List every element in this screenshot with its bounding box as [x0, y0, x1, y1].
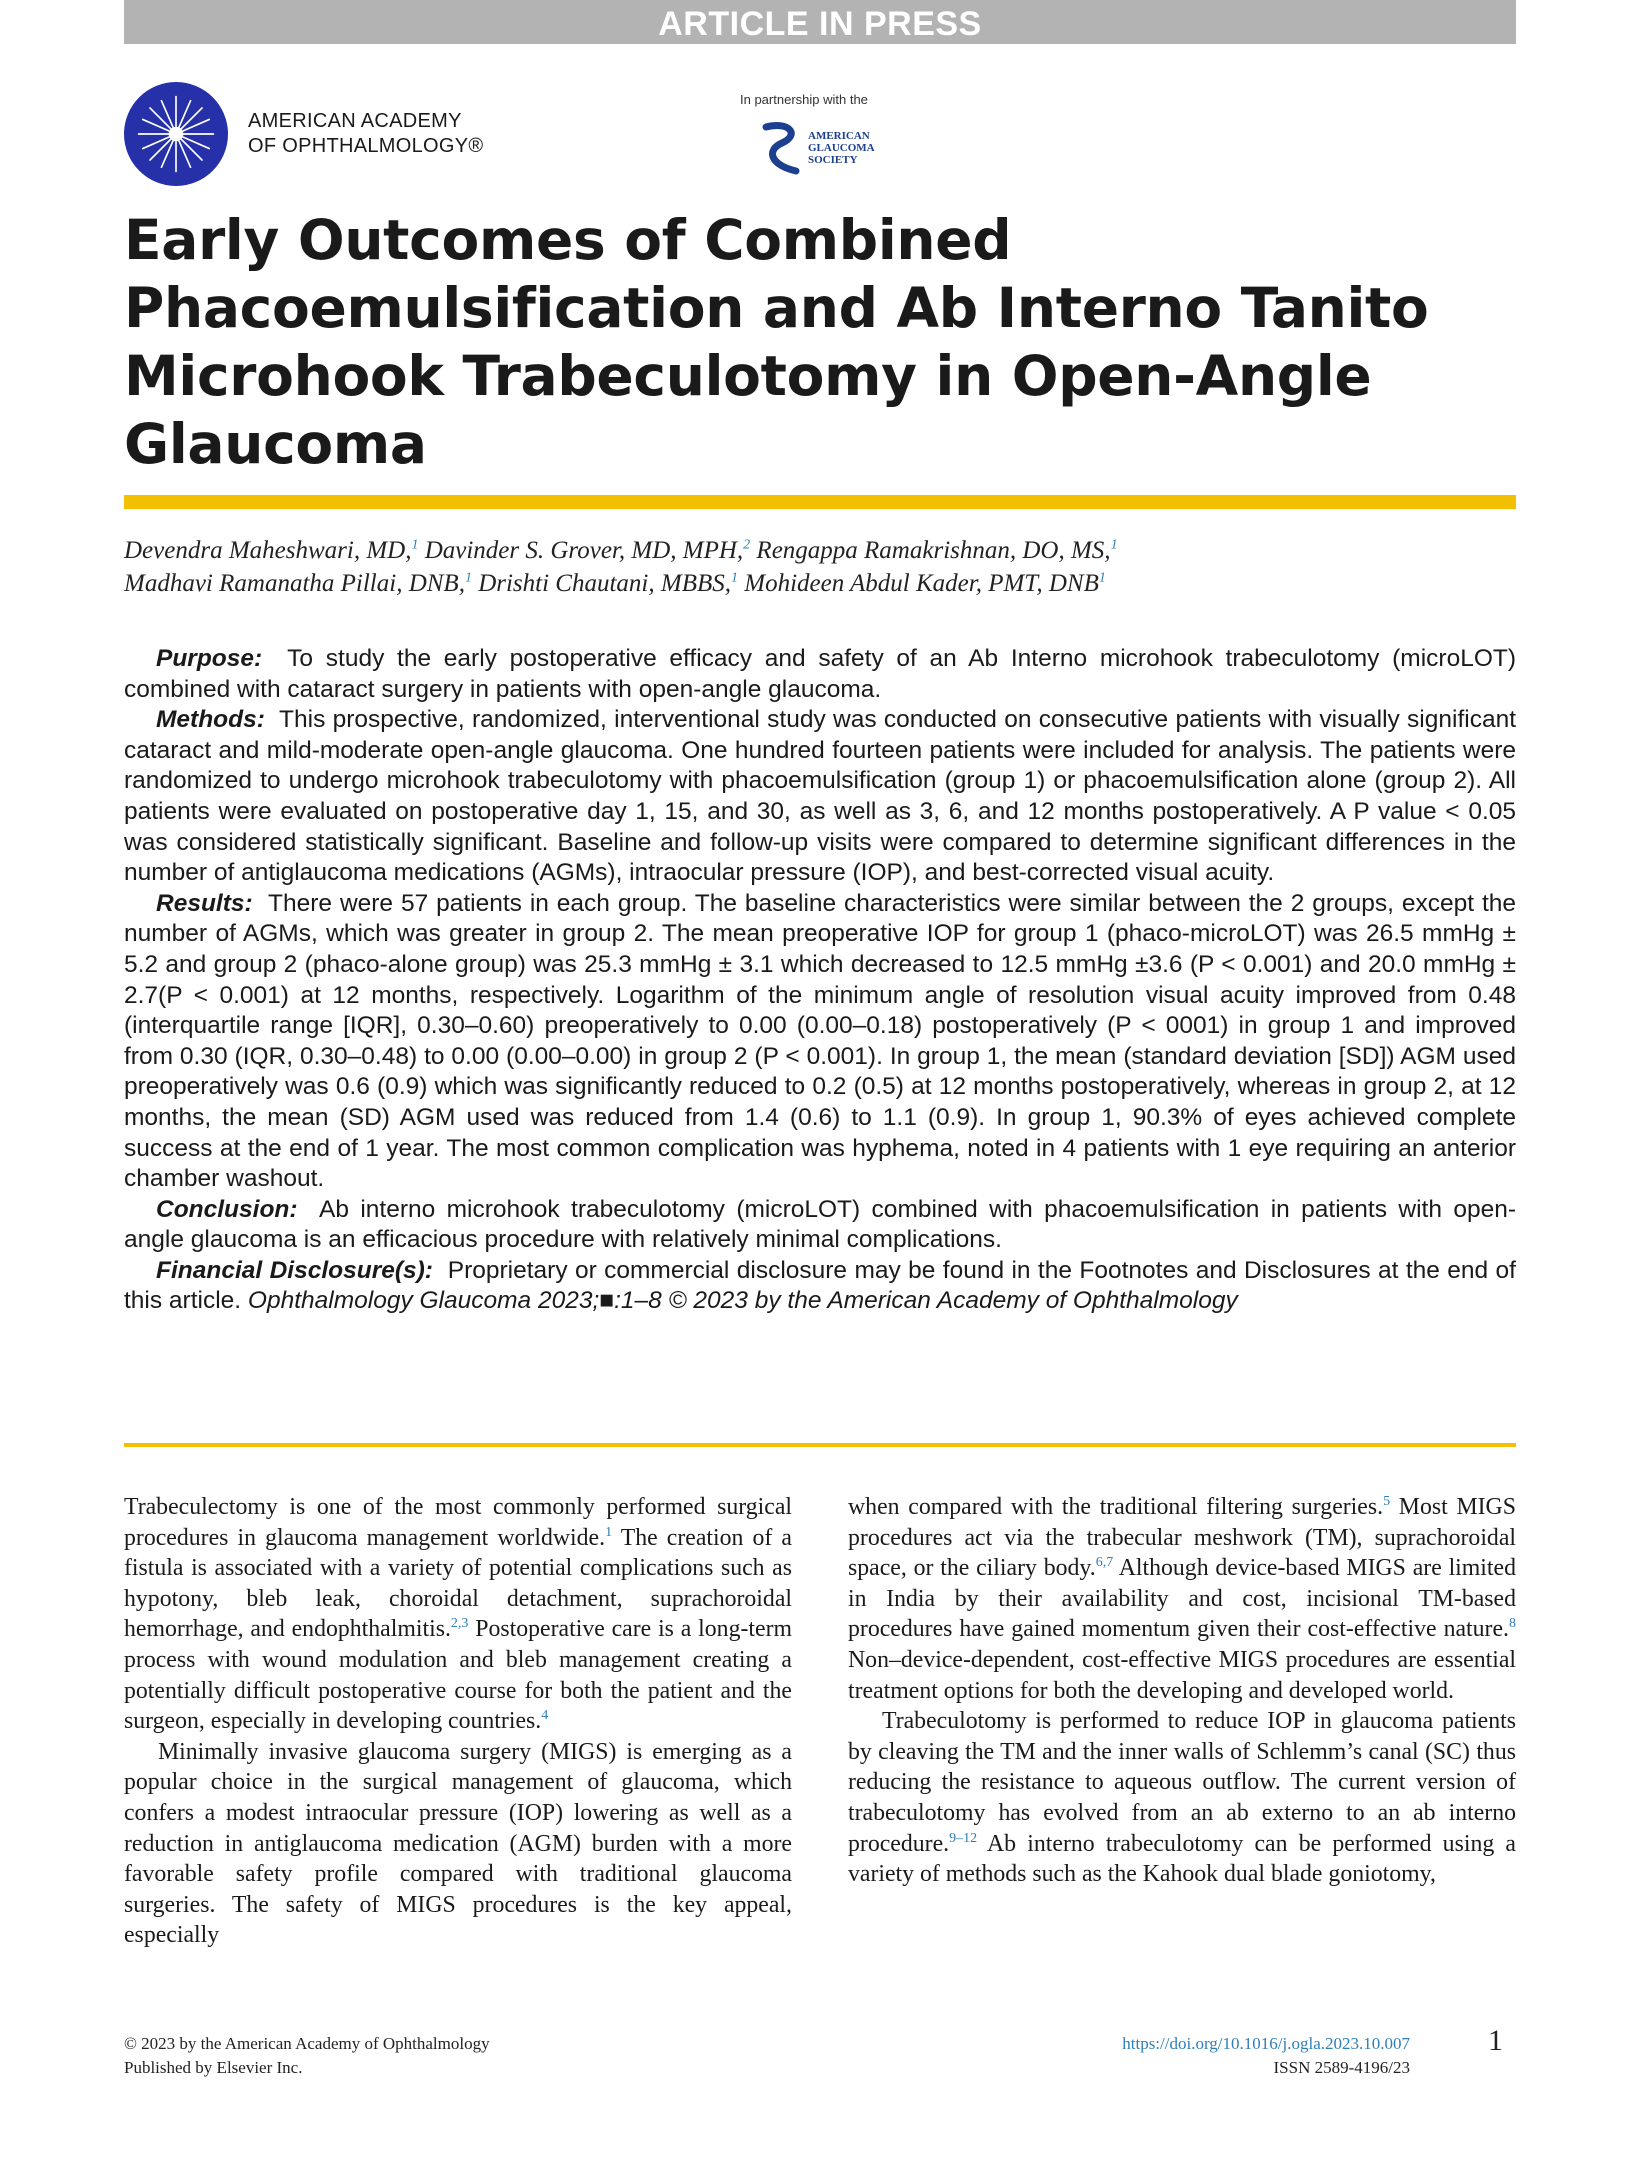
reference-link[interactable]: 2,3 — [450, 1616, 469, 1632]
purpose-text: To study the early postoperative efficacy and safety of an Ab Interno microhook trabeculotomy (microLOT) combined with cataract surgery in patients with open-angle glaucoma. — [124, 645, 1516, 703]
copyright-text: © 2023 by the American Academy of Ophthalmology — [124, 2034, 490, 2053]
abstract-divider — [124, 1443, 1516, 1447]
body-paragraph: Trabeculectomy is one of the most commonly performed surgical procedures in glaucoma management worldwide.$^1$ The creation of a fistula is associated with a variety of potential complications such as hypotony, bleb leak, choroidal detachment, suprachoroidal hemorrhage, and endophthalmitis.$^{2,3}$ Postoperative care is a long-term process with wound modulation and bleb management creating a potentially difficult postoperative course for both the patient and the surgeon, especially in developing countries.$^4$ — [124, 1494, 793, 1735]
reference-link[interactable]: 6,7 — [1095, 1555, 1114, 1571]
body-paragraph: Trabeculotomy is performed to reduce IOP in glaucoma patients by cleaving the TM and the inner walls of Schlemm’s canal (SC) thus reducing the resistance to aqueous outflow. The current version of trabeculotomy has evolved from an ab externo to an ab interno procedure.$^{9-12}$ Ab interno trabeculotomy can be performed using a variety of methods such as the Kahook dual blade goniotomy, — [848, 1708, 1516, 1888]
doi-link[interactable]: https://doi.org/10.1016/j.ogla.2023.10.007 — [1122, 2034, 1410, 2053]
affiliation-marker[interactable]: 1 — [731, 570, 738, 586]
conclusion-text: Ab interno microhook trabeculotomy (microLOT) combined with phacoemulsification in patients with open-angle glaucoma is an efficacious procedure with relatively minimal complications. — [124, 1195, 1516, 1254]
abstract-disclosure — [124, 1256, 1516, 1317]
methods-text: This prospective, randomized, interventional study was conducted on consecutive patients with visually significant cataract and mild-moderate open-angle glaucoma. One hundred fourteen patients were included for analysis. The patients were randomized to undergo microhook trabeculotomy with phacoemulsification (group 1) or phacoemulsification alone (group 2). All patients were evaluated on postoperative day 1, 15, and 30, as well as 3, 6, and 12 months postoperatively. A P value < 0.05 was considered statistically significant. Baseline and follow-up visits were compared to determine significant differences in the number of antiglaucoma medications (AGMs), intraocular pressure (IOP), and best-corrected visual acuity. — [124, 706, 1516, 887]
author-name: Mohideen Abdul Kader, PMT, DNB — [744, 570, 1099, 597]
abstract-conclusion — [124, 1195, 1516, 1256]
aao-wordmark: AMERICAN ACADEMY OF OPHTHALMOLOGY® — [248, 110, 484, 157]
body-column-right — [848, 1492, 1516, 1890]
issn-text: ISSN 2589-4196/23 — [1273, 2058, 1410, 2077]
title-divider — [124, 495, 1516, 509]
ags-swirl-icon — [760, 119, 804, 177]
reference-link[interactable]: 9–12 — [949, 1830, 978, 1846]
author-name: Madhavi Ramanatha Pillai, DNB, — [124, 570, 465, 597]
affiliation-marker[interactable]: 1 — [1098, 570, 1106, 586]
article-in-press-banner: ARTICLE IN PRESS — [124, 0, 1516, 44]
author-name: Devendra Maheshwari, MD, — [124, 537, 412, 564]
article-title: Early Outcomes of Combined Phacoemulsification and Ab Interno Tanito Microhook Trabeculotomy in Open-Angle Glaucoma — [124, 208, 1429, 476]
methods-label: Methods: — [156, 706, 265, 734]
aao-starburst-icon — [124, 82, 228, 186]
affiliation-marker[interactable]: 2 — [743, 537, 751, 553]
partnership-label: In partnership with the — [740, 92, 868, 107]
reference-link[interactable]: 8 — [1509, 1616, 1516, 1632]
author-list — [124, 534, 1516, 600]
reference-link[interactable]: 4 — [541, 1708, 549, 1724]
ags-logo — [760, 119, 980, 177]
ags-partner-block — [740, 92, 980, 177]
abstract-methods — [124, 705, 1516, 889]
disclosure-label: Financial Disclosure(s): — [156, 1256, 433, 1284]
author-name: Davinder S. Grover, MD, MPH, — [424, 537, 744, 564]
results-label: Results: — [156, 889, 253, 917]
affiliation-marker[interactable]: 1 — [464, 570, 472, 586]
footer-copyright — [124, 2032, 490, 2080]
journal-citation: Ophthalmology Glaucoma 2023;■:1–8 © 2023 by the American Academy of Ophthalmology — [247, 1287, 1238, 1315]
abstract — [124, 644, 1516, 1317]
ags-wordmark: AMERICAN GLAUCOMA SOCIETY — [808, 130, 875, 166]
abstract-results — [124, 889, 1516, 1195]
disclosure-text: Proprietary or commercial disclosure may be found in the Footnotes and Disclosures at the end of this article. — [124, 1256, 1516, 1315]
publisher-text: Published by Elsevier Inc. — [124, 2058, 303, 2077]
reference-link[interactable]: 1 — [605, 1524, 613, 1540]
body-paragraph: when compared with the traditional filtering surgeries.$^5$ Most MIGS procedures act via the trabecular meshwork (TM), suprachoroidal space, or the ciliary body.$^{6,7}$ Although device-based MIGS are limited in India by their availability and cost, incisional TM-based procedures have gained momentum given their cost-effective nature.$^8$ Non–device-dependent, cost-effective MIGS procedures are essential treatment options for both the developing and developed world. — [848, 1494, 1516, 1704]
affiliation-marker[interactable]: 1 — [1110, 537, 1118, 553]
abstract-purpose — [124, 644, 1516, 705]
conclusion-label: Conclusion: — [156, 1195, 298, 1223]
affiliation-marker[interactable]: 1 — [411, 537, 419, 553]
body-paragraph: Minimally invasive glaucoma surgery (MIGS) is emerging as a popular choice in the surgical management of glaucoma, which confers a modest intraocular pressure (IOP) lowering as well as a reduction in antiglaucoma medication (AGM) burden with a more favorable safety profile compared with traditional glaucoma surgeries. The safety of MIGS procedures is the key appeal, especially — [124, 1738, 792, 1949]
author-name: Rengappa Ramakrishnan, DO, MS, — [756, 537, 1111, 564]
page-number: 1 — [1488, 2024, 1503, 2057]
purpose-label: Purpose: — [156, 645, 263, 672]
reference-link[interactable]: 5 — [1383, 1494, 1391, 1510]
results-text: There were 57 patients in each group. The baseline characteristics were similar between the 2 groups, except the number of AGMs, which was greater in group 2. The mean preoperative IOP for group 1 (phaco-microLOT) was 26.5 mmHg ± 5.2 and group 2 (phaco-alone group) was 25.3 mmHg ± 3.1 which decreased to 12.5 mmHg ±3.6 (P < 0.001) and 20.0 mmHg ± 2.7(P < 0.001) at 12 months, respectively. Logarithm of the minimum angle of resolution visual acuity improved from 0.48 (interquartile range [IQR], 0.30–0.60) preoperatively to 0.00 (0.00–0.18) postoperatively (P < 0001) in group 1 and improved from 0.30 (IQR, 0.30–0.48) to 0.00 (0.00–0.00) in group 2 (P < 0.001). In group 1, the mean (standard deviation [SD]) AGM used preoperatively was 0.6 (0.9) which was significantly reduced to 0.2 (0.5) at 12 months postoperatively, whereas in group 2, at 12 months, the mean (SD) AGM used was reduced from 1.4 (0.6) to 1.1 (0.9). In group 1, 90.3% of eyes achieved complete success at the end of 1 year. The most common complication was hyphema, noted in 4 patients with 1 eye requiring an anterior chamber washout. — [124, 889, 1517, 1193]
aao-logo — [124, 82, 483, 186]
body-column-left — [124, 1492, 792, 1951]
footer-identifiers — [1060, 2032, 1410, 2080]
author-name: Drishti Chautani, MBBS, — [478, 570, 731, 597]
